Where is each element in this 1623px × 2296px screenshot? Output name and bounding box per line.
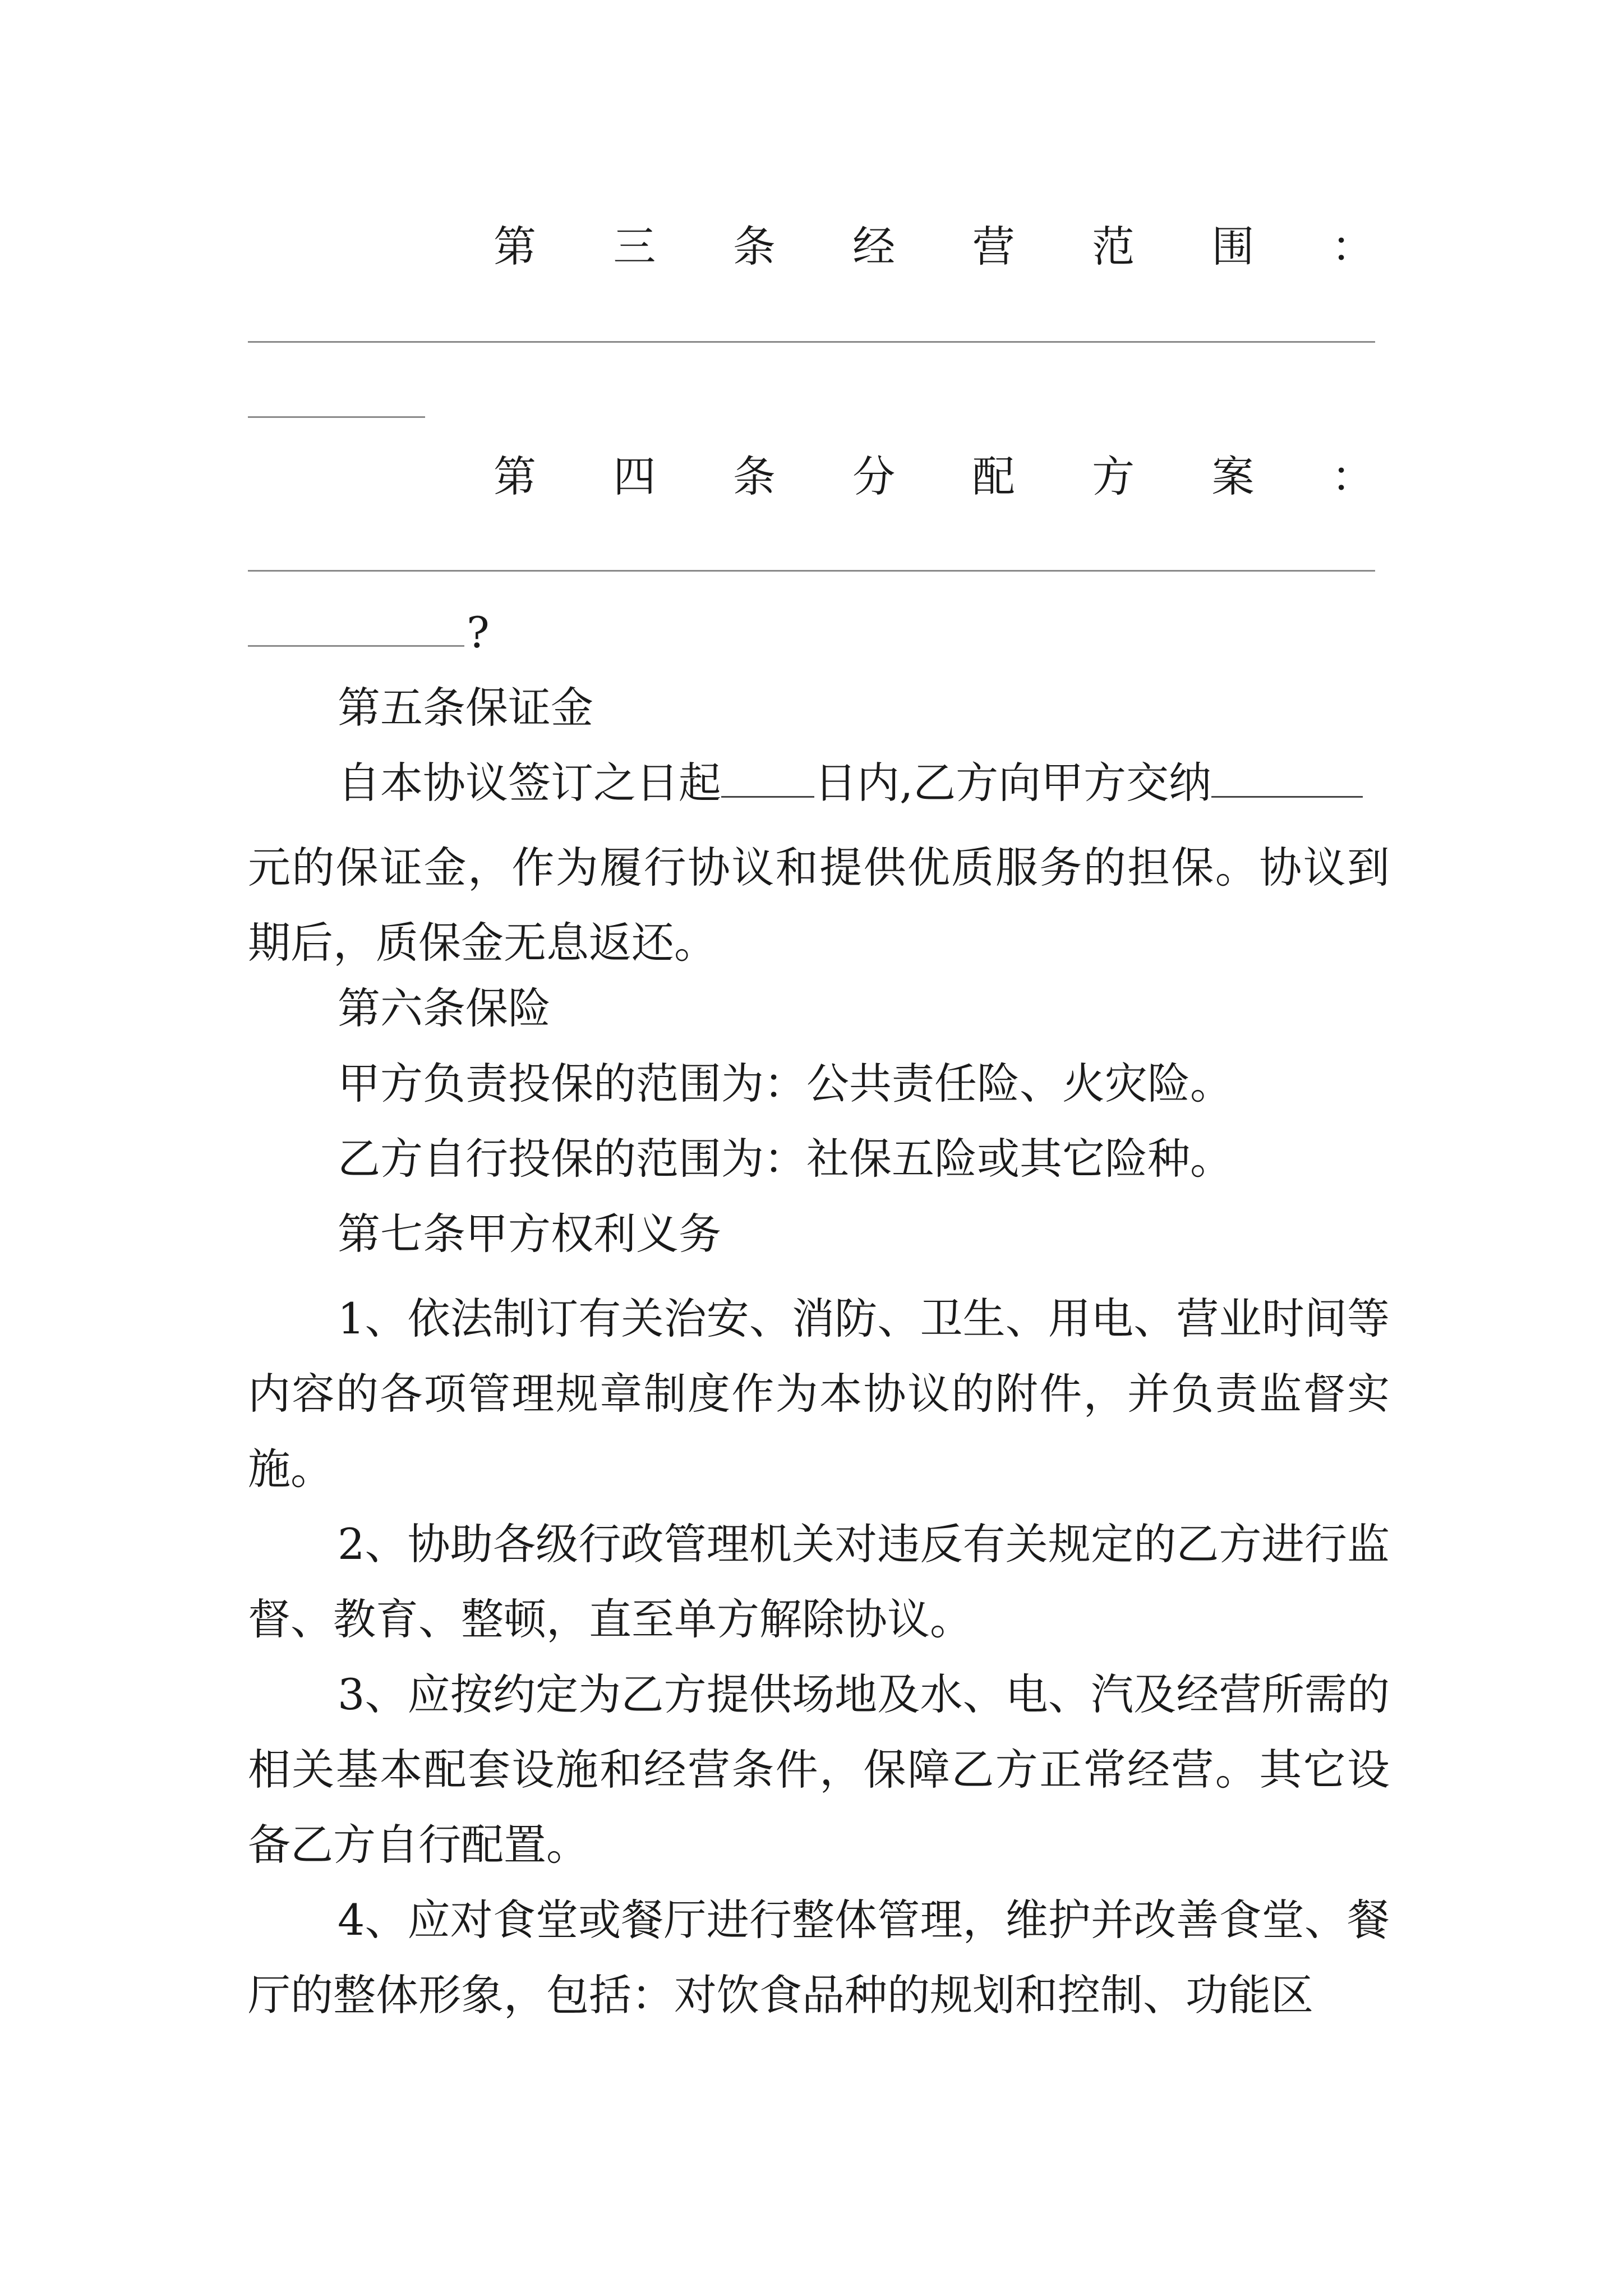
article4-heading-char-2: 四 [613, 452, 656, 501]
article4-trailing-mark: ? [467, 608, 490, 657]
article4-heading-char-3: 条 [732, 452, 776, 501]
article4-fill-line-2 [248, 645, 464, 647]
article4-heading-char-5: 配 [972, 452, 1015, 501]
article5-heading: 第五条保证金 [338, 683, 593, 733]
article3-heading-char-3: 条 [732, 222, 776, 272]
article3-fill-line-1 [248, 341, 1375, 343]
article3-fill-line-2 [248, 416, 425, 418]
article6-heading: 第六条保险 [338, 983, 551, 1033]
article7-item-1: 1、依法制订有关治安、消防、卫生、用电、营业时间等内容的各项管理规章制度作为本协议的附件，并负责监督实施。 [248, 1294, 1390, 1494]
article7-item-4: 4、应对食堂或餐厅进行整体管理，维护并改善食堂、餐厅的整体形象，包括：对饮食品种的规划和控制、功能区 [248, 1895, 1390, 2020]
article4-fill-line-1 [248, 570, 1375, 572]
article3-heading-char-4: 经 [852, 222, 896, 272]
days-blank [721, 757, 814, 798]
article4-heading-char-8: ： [1331, 452, 1374, 501]
article3-heading-char-5: 营 [972, 222, 1015, 272]
article3-heading-char-6: 范 [1092, 222, 1135, 272]
article4-heading-char-7: 案 [1211, 452, 1255, 501]
article5-text-b: 日内,乙方向甲方交纳 [814, 758, 1212, 808]
amount-blank [1211, 757, 1363, 798]
article3-heading-char-2: 三 [613, 222, 656, 272]
article3-heading [494, 219, 1374, 275]
article5-text-c: 元的保证金，作为履行协议和提供优质服务的担保。协议到期后，质保金无息返还。 [248, 843, 1390, 968]
article6-paragraph-1: 甲方负责投保的范围为：公共责任险、火灾险。 [338, 1059, 1233, 1108]
article7-heading: 第七条甲方权利义务 [338, 1209, 721, 1259]
article3-heading-char-1: 第 [494, 222, 536, 272]
article5-line-1 [338, 755, 1363, 811]
article4-heading-char-4: 分 [852, 452, 896, 501]
article7-item-2: 2、协助各级行政管理机关对违反有关规定的乙方进行监督、教育、整顿，直至单方解除协议。 [248, 1519, 1390, 1644]
article5-text-a: 自本协议签订之日起 [338, 758, 721, 808]
article4-heading-char-6: 方 [1092, 452, 1135, 501]
article4-heading [494, 449, 1374, 505]
article3-heading-char-7: 围 [1211, 222, 1255, 272]
article4-heading-char-1: 第 [494, 452, 536, 501]
article6-paragraph-2: 乙方自行投保的范围为：社保五险或其它险种。 [338, 1134, 1233, 1184]
article3-heading-char-8: ： [1331, 222, 1374, 272]
article7-item-3: 3、应按约定为乙方提供场地及水、电、汽及经营所需的相关基本配套设施和经营条件，保障乙方正常经营。其它设备乙方自行配置。 [248, 1669, 1390, 1870]
